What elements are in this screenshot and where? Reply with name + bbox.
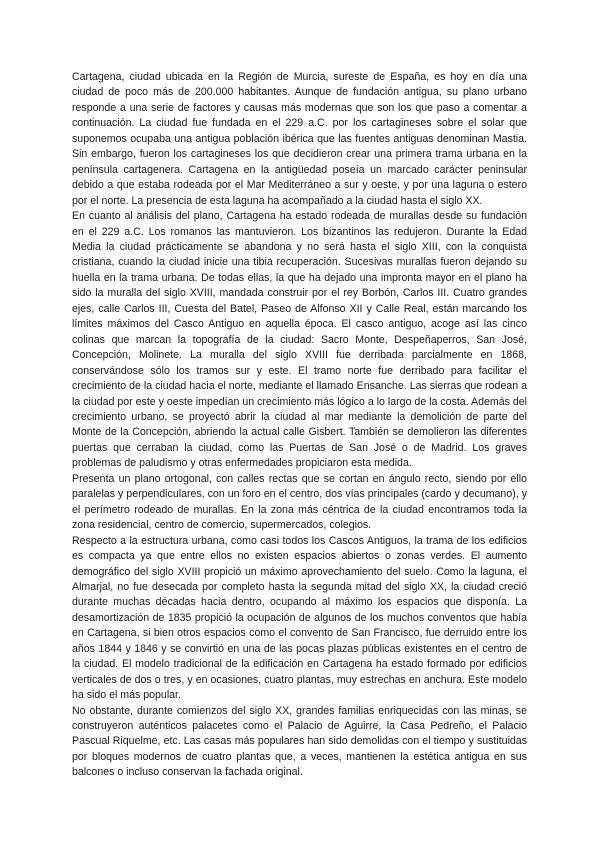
paragraph-estructura-urbana: Respecto a la estructura urbana, como casi todos los Cascos Antiguos, la trama de los edificios es compacta ya que entre ellos no existen espacios abiertos o zonas verdes. El aumento demográfico del siglo XVIII propició un máximo aprovechamiento del suelo. Como la laguna, el Almarjal, no fue desecada por completo hasta la segunda mitad del siglo XX, la ciudad creció durante muchas décadas hacia dentro, ocupando al máximo los espacios que disponía. La desamortización de 1835 propició la ocupación de algunos de los muchos conventos que había en Cartagena, si bien otros espacios como el convento de San Francisco, fue derruido entre los años 1844 y 1846 y se convirtió en una de las pocas plazas públicas existentes en el centro de la ciudad. El modelo tradicional de la edificación en Cartagena ha estado formado por edificios verticales de dos o tres, y en ocasiones, cuatro plantas, muy estrechas en anchura. Este modelo ha sido el más popular.: [72, 534, 527, 702]
paragraph-siglo-xx: No obstante, durante comienzos del siglo XX, grandes familias enriquecidas con las minas, se construyeron auténticos palacetes como el Palacio de Aguirre, la Casa Pedreño, el Palacio Pascual Riquelme, etc. Las casas más populares han sido demolidas con el tiempo y sustituidas por bloques modernos de cuatro plantas que, a veces, mantienen la estética antigua en sus balcones o incluso conservan la fachada original.: [72, 704, 527, 779]
paragraph-plano-ortogonal: Presenta un plano ortogonal, con calles rectas que se cortan en ángulo recto, siendo por ello paralelas y perpendiculares, con un foro en el centro, dos vías principales (cardo y decumano), y el perímetro rodeado de murallas. En la zona más céntrica de la ciudad encontramos toda la zona residencial, centro de comercio, supermercados, colegios.: [72, 472, 527, 532]
document-page: [72, 70, 527, 781]
paragraph-plano-murallas: En cuanto al análisis del plano, Cartagena ha estado rodeada de murallas desde su fundación en el 229 a.C. Los romanos las mantuvieron. Los bizantinos las redujeron. Durante la Edad Media la ciudad prácticamente se abandona y no será hasta el siglo XIII, con la conquista cristiana, cuando la ciudad inicie una tibia recuperación. Sucesivas murallas fueron dejando su huella en la trama urbana. De todas ellas, la que ha dejado una impronta mayor en el plano ha sido la muralla del siglo XVIII, mandada construir por el rey Borbón, Carlos III. Cuatro grandes ejes, calle Carlos III, Cuesta del Batel, Paseo de Alfonso XII y Calle Real, están marcando los límites máximos del Casco Antiguo en aquella época. El casco antiguo, acoge así las cinco colinas que marcan la topografía de la ciudad: Sacro Monte, Despeñaperros, San José, Concepción, Molinete. La muralla del siglo XVIII fue derribada parcialmente en 1868, conservándose sólo los tramos sur y este. El tramo norte fue derribado para facilitar el crecimiento de la ciudad hacia el norte, mediante el llamado Ensanche. Las sierras que rodean a la ciudad por este y oeste impedían un crecimiento más lógico a lo largo de la costa. Además del crecimiento urbano, se proyectó abrir la ciudad al mar mediante la demolición de parte del Monte de la Concepción, abriendo la actual calle Gisbert. También se demolieron las diferentes puertas que cerraban la ciudad, como las Puertas de San José o de Madrid. Los graves problemas de paludismo y otras enfermedades propiciaron esta medida.: [72, 210, 527, 470]
paragraph-intro: Cartagena, ciudad ubicada en la Región de Murcia, sureste de España, es hoy en día una ciudad de poco más de 200.000 habitantes. Aunque de fundación antigua, su plano urbano responde a una serie de factores y causas más modernas que son los que paso a comentar a continuación. La ciudad fue fundada en el 229 a.C. por los cartagineses sobre el solar que suponemos ocupaba una antigua población ibérica que las fuentes antiguas denominan Mastia. Sin embargo, fueron los cartagineses los que decidieron crear una primera trama urbana en la península cartagenera. Cartagena en la antigüedad poseía un marcado carácter peninsular debido a que estaba rodeada por el Mar Mediterráneo a sur y oeste, y por una laguna o estero por el norte. La presencia de esta laguna ha acompañado a la ciudad hasta el siglo XX.: [72, 71, 527, 207]
